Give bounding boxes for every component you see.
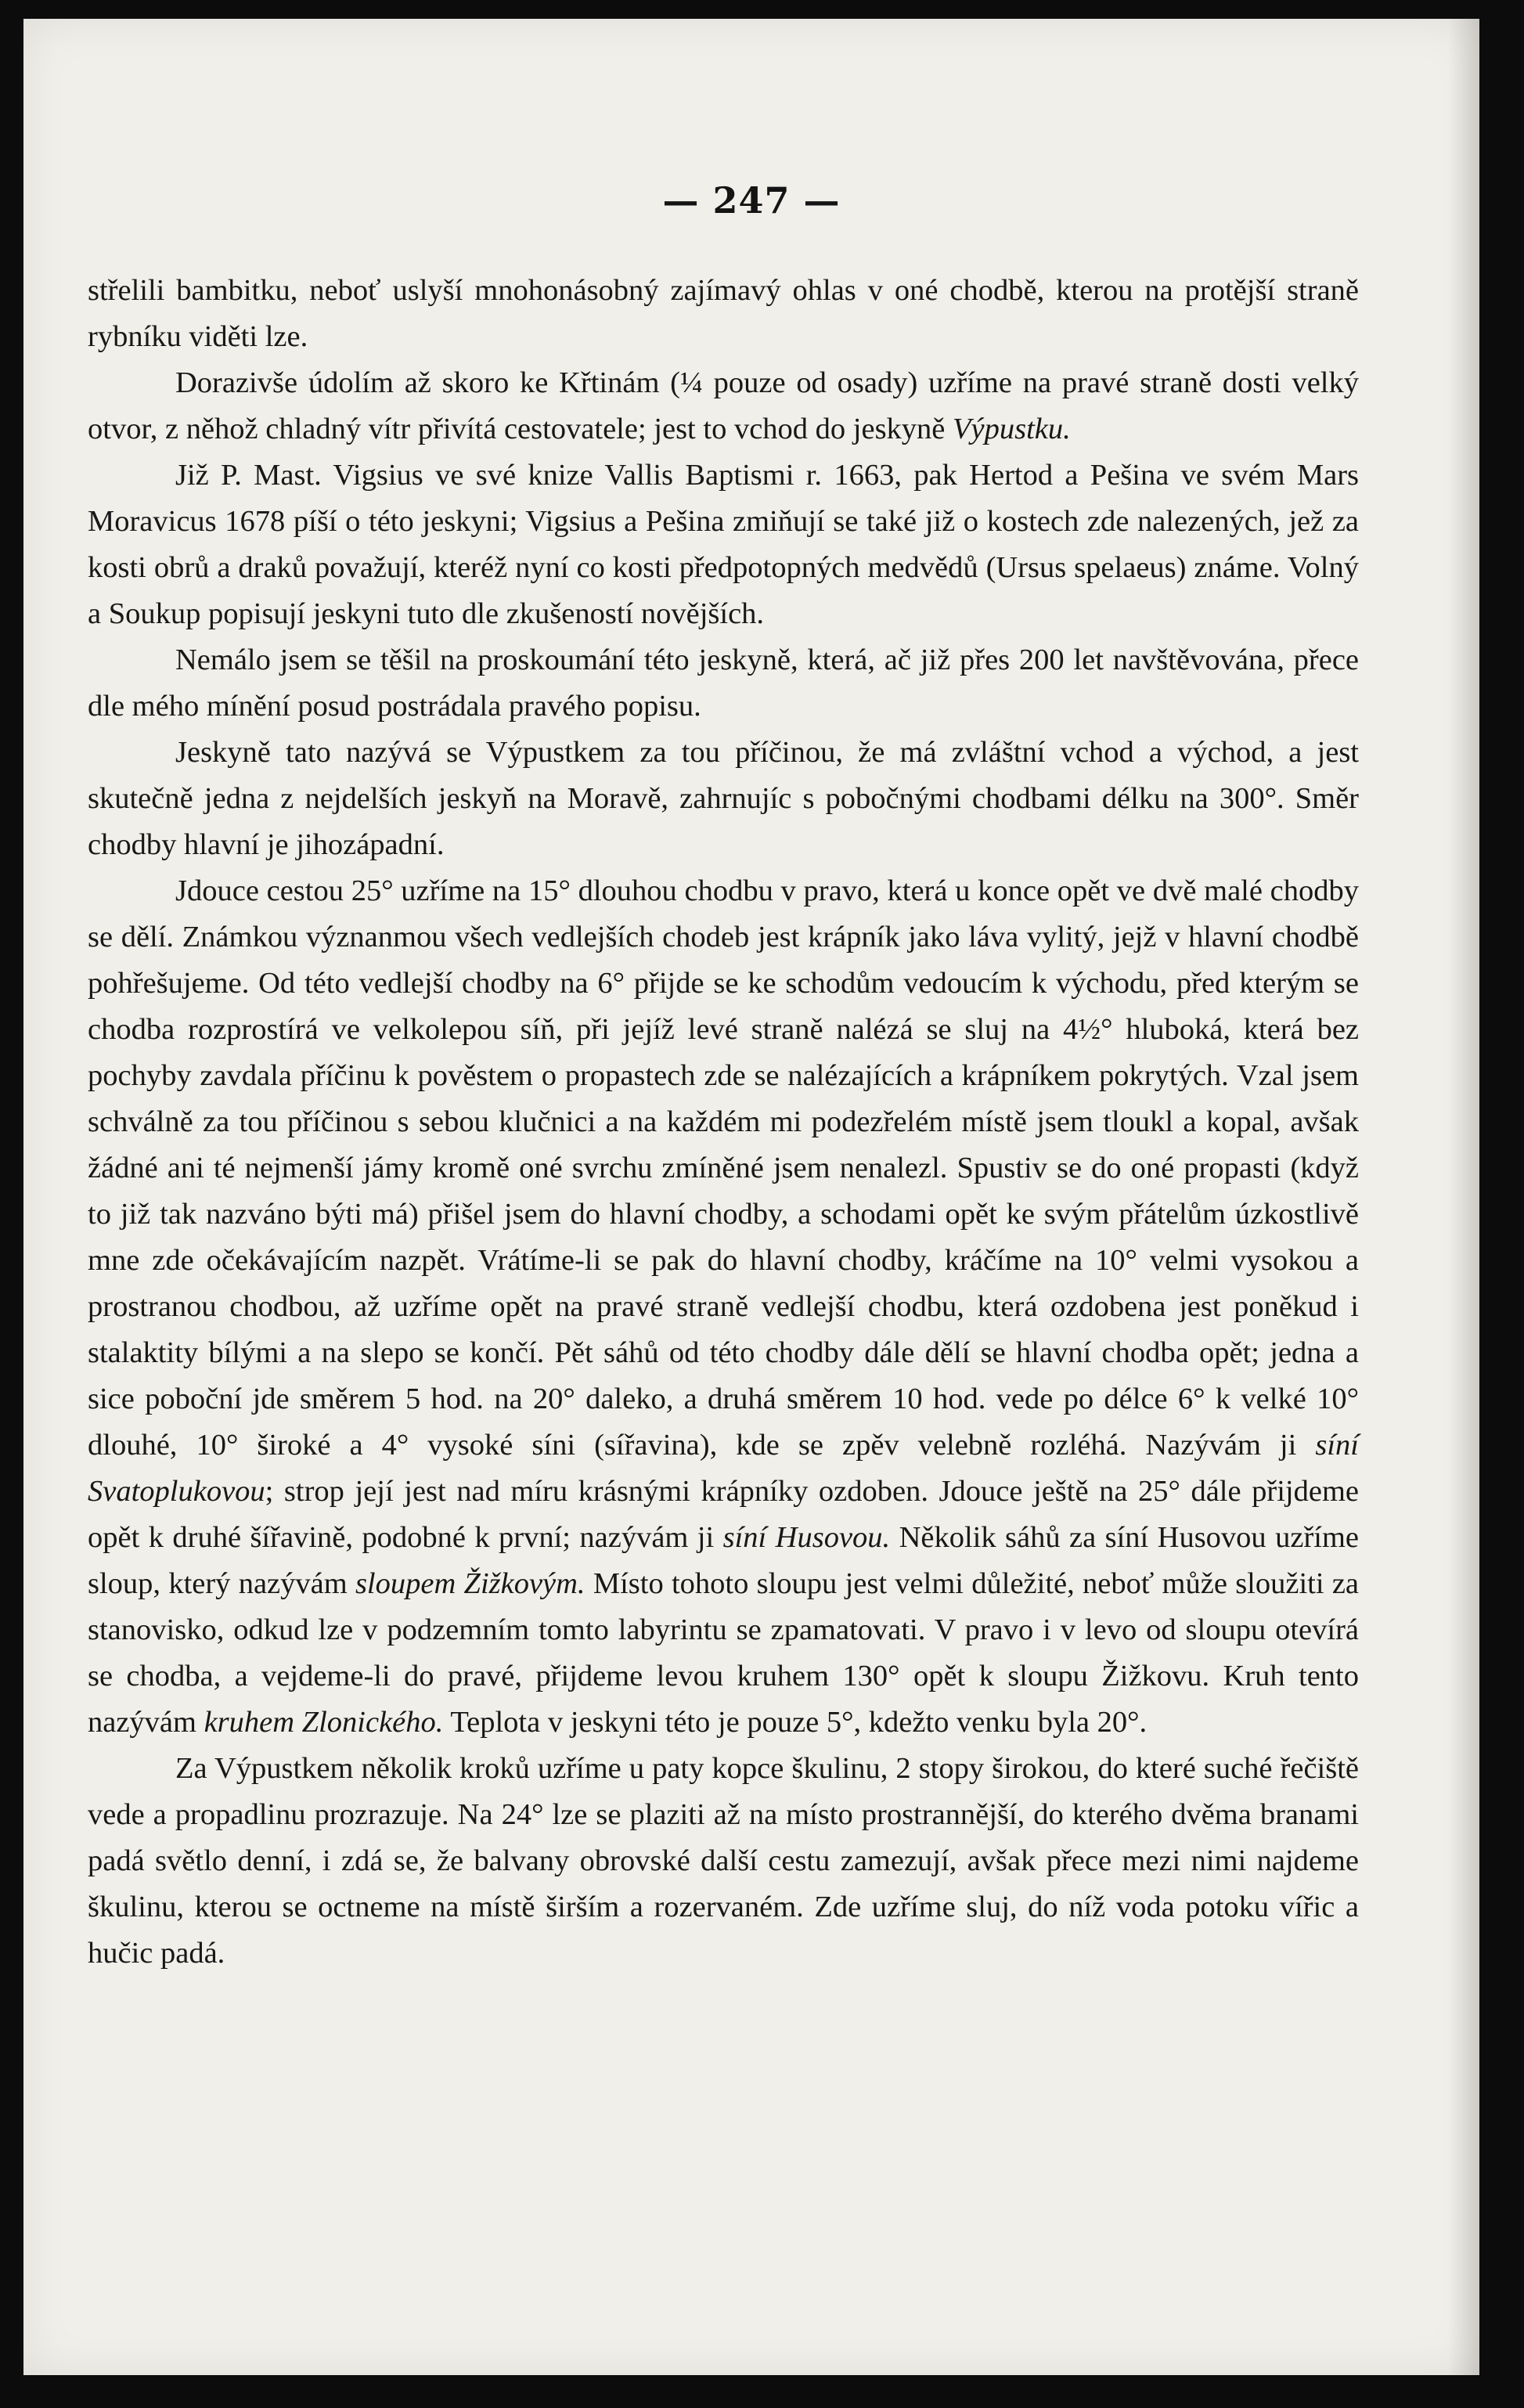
body-text	[88, 268, 1359, 1977]
text-segment: Jeskyně tato nazývá se Výpustkem za tou příčinou, že má zvláštní vchod a východ, a jest skutečně jedna z nejdelších jeskyň na Moravě, zahrnujíc s pobočnými chodbami délku na 300°. Směr chodby hlavní je jihozápadní.	[88, 736, 1359, 861]
text-segment: Nemálo jsem se těšil na proskoumání této jeskyně, která, ač již přes 200 let navštěvována, přece dle mého mínění posud postrádala pravého popisu.	[88, 643, 1359, 723]
italic-text: Výpustku.	[953, 413, 1071, 445]
page-number: — 247 —	[662, 179, 841, 222]
paragraph	[88, 452, 1359, 637]
text-segment: Několik sáhů za síní Husovou uzříme sloup, který nazývám	[88, 1521, 1359, 1600]
text-segment: Dorazivše údolím až skoro ke Křtinám (¼ pouze od osady) uzříme na pravé straně dosti velký otvor, z něhož chladný vítr přivítá cestovatele; jest to vchod do jeskyně	[88, 366, 1359, 445]
italic-text: kruhem Zlonického.	[204, 1706, 444, 1739]
book-page	[23, 19, 1479, 2375]
text-segment: střelili bambitku, neboť uslyší mnohonásobný zajímavý ohlas v oné chodbě, kterou na protější straně rybníku viděti lze.	[88, 274, 1359, 353]
paragraph	[88, 360, 1359, 452]
paragraph	[88, 268, 1359, 360]
text-segment: Jdouce cestou 25° uzříme na 15° dlouhou chodbu v pravo, která u konce opět ve dvě malé chodby se dělí. Známkou význanmou všech vedlejších chodeb jest krápník jako láva vylitý, jejž v hlavní chodbě pohřešujeme. Od této vedlejší chodby na 6° přijde se ke schodům vedoucím k východu, před kterým se chodba rozprostírá ve velkolepou síň, při jejíž levé straně nalézá se sluj na 4½° hluboká, která bez pochyby zavdala příčinu k pověstem o propastech zde se nalézajících a krápníkem pokrytých. Vzal jsem schválně za tou příčinou s sebou klučnici a na každém mi podezřelém místě jsem tloukl a kopal, avšak žádné ani té nejmenší jámy kromě oné svrchu zmíněné jsem nenalezl. Spustiv se do oné propasti (když to již tak nazváno býti má) přišel jsem do hlavní chodby, a schodami opět ke svým přátelům úzkostlivě mne zde očekávajícím nazpět. Vrátíme-li se pak do hlavní chodby, kráčíme na 10° velmi vysokou a prostranou chodbou, až uzříme opět na pravé straně vedlejší chodbu, která ozdobena jest poněkud i stalaktity bílými a na slepo se končí. Pět sáhů od této chodby dále dělí se hlavní chodba opět; jedna a sice poboční jde směrem 5 hod. na 20° daleko, a druhá směrem 10 hod. vede po délce 6° k velké 10° dlouhé, 10° široké a 4° vysoké síni (sířavina), kde se zpěv velebně rozléhá. Nazývám ji	[88, 874, 1359, 1462]
paragraph	[88, 868, 1359, 1746]
paragraph	[88, 1746, 1359, 1977]
paragraph	[88, 637, 1359, 730]
italic-text: síní Svatoplukovou	[88, 1429, 1359, 1508]
page-edge-shadow	[1448, 19, 1479, 2375]
paragraph	[88, 730, 1359, 868]
italic-text: sloupem Žižkovým.	[355, 1567, 585, 1600]
text-segment: Za Výpustkem několik kroků uzříme u paty kopce škulinu, 2 stopy širokou, do které suché řečiště vede a propadlinu prozrazuje. Na 24° lze se plaziti až na místo prostrannější, do kterého dvěma branami padá světlo denní, i zdá se, že balvany obrovské další cestu zamezují, avšak přece mezi nimi najdeme škulinu, kterou se octneme na místě širším a rozervaném. Zde uzříme sluj, do níž voda potoku vířic a hučic padá.	[88, 1752, 1359, 1970]
italic-text: síní Husovou.	[722, 1521, 891, 1554]
text-segment: Již P. Mast. Vigsius ve své knize Vallis Baptismi r. 1663, pak Hertod a Pešina ve svém Mars Moravicus 1678 píší o této jeskyni; Vigsius a Pešina zmiňují se také již o kostech zde nalezených, jež za kosti obrů a draků považují, kteréž nyní co kosti předpotopných medvědů (Ursus spelaeus) známe. Volný a Soukup popisují jeskyni tuto dle zkušeností novějších.	[88, 459, 1359, 630]
text-segment: Teplota v jeskyni této je pouze 5°, kdežto venku byla 20°.	[443, 1706, 1148, 1739]
text-segment: ; strop její jest nad míru krásnými krápníky ozdoben. Jdouce ještě na 25° dále přijdeme opět k druhé šířavině, podobné k první; nazývám ji	[88, 1475, 1359, 1554]
text-segment: Místo tohoto sloupu jest velmi důležité, neboť může sloužiti za stanovisko, odkud lze v podzemním tomto labyrintu se zpamatovati. V pravo i v levo od sloupu otevírá se chodba, a vejdeme-li do pravé, přijdeme levou kruhem 130° opět k sloupu Žižkovu. Kruh tento nazývám	[88, 1567, 1359, 1739]
